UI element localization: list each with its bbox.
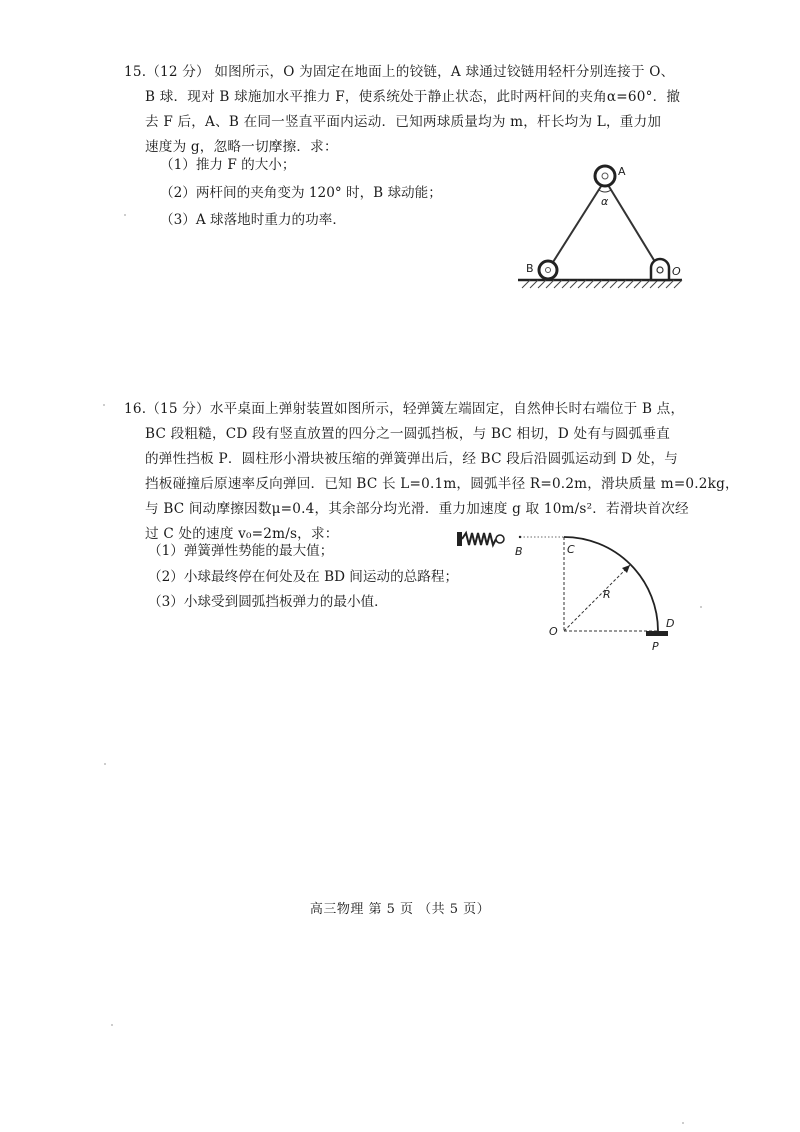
- q16-line-2: BC 段粗糙，CD 段有竖直放置的四分之一圆弧挡板，与 BC 相切，D 处有与圆弧垂直: [145, 426, 671, 442]
- label-r: R: [603, 588, 611, 601]
- plate-p: [646, 631, 668, 636]
- hinge-o-pin: [657, 267, 663, 273]
- scan-speck: [103, 404, 105, 406]
- point-b: [519, 536, 521, 538]
- q15-subquestion-2: （2）两杆间的夹角变为 120° 时，B 球动能；: [160, 185, 442, 201]
- q16-line-4: 挡板碰撞后原速率反向弹回．已知 BC 长 L=0.1m，圆弧半径 R=0.2m，滑块质量 m=0.2kg，: [145, 476, 739, 492]
- label-a: A: [618, 165, 626, 178]
- spring-end: [496, 535, 504, 543]
- q16-line-5: 与 BC 间动摩擦因数μ=0.4，其余部分均光滑．重力加速度 g 取 10m/s²．若滑块首次经: [145, 501, 689, 517]
- rod-ab: [548, 180, 605, 270]
- label-o: O: [672, 265, 681, 278]
- q15-subquestion-3: （3）A 球落地时重力的功率．: [160, 212, 346, 228]
- radius-r: [564, 565, 630, 631]
- q15-line-3: 去 F 后，A、B 在同一竖直平面内运动．已知两球质量均为 m，杆长均为 L，重力加: [145, 114, 662, 130]
- label-alpha: α: [601, 195, 609, 208]
- label-b: B: [526, 262, 534, 275]
- q16-line-1: 16.（15 分）水平桌面上弹射装置如图所示，轻弹簧左端固定，自然伸长时右端位于 B 点，: [124, 401, 685, 417]
- scan-speck: [124, 214, 126, 216]
- q15-line-1: 15.（12 分） 如图所示，O 为固定在地面上的铰链，A 球通过铰链用轻杆分别连接于 O、: [124, 64, 675, 80]
- q15-line-4: 速度为 g，忽略一切摩擦．求：: [145, 139, 338, 155]
- hinge-a: [602, 173, 608, 179]
- scan-speck: [700, 606, 702, 608]
- label-c: C: [567, 543, 575, 556]
- label-b: B: [515, 545, 523, 558]
- scan-speck: [682, 1122, 684, 1124]
- q15-subquestion-1: （1）推力 F 的大小；: [160, 157, 296, 173]
- label-p: P: [652, 640, 659, 653]
- q15-line-2: B 球．现对 B 球施加水平推力 F，使系统处于静止状态，此时两杆间的夹角α=60°．撤: [145, 89, 681, 105]
- spring: [462, 533, 496, 545]
- q16-subquestion-1: （1）弹簧弹性势能的最大值；: [148, 543, 334, 559]
- q16-line-6: 过 C 处的速度 v₀=2m/s，求：: [145, 526, 339, 542]
- angle-arc: [599, 190, 611, 192]
- q16-figure: [452, 526, 692, 656]
- rod-ao: [605, 180, 660, 270]
- q16-subquestion-2: （2）小球最终停在何处及在 BD 间运动的总路程；: [148, 569, 459, 585]
- spring-wall: [457, 532, 462, 546]
- page-footer: 高三物理 第 5 页 （共 5 页）: [309, 902, 491, 917]
- scan-speck: [104, 763, 106, 765]
- label-o: O: [549, 625, 558, 638]
- q15-figure: [512, 158, 692, 294]
- q16-line-3: 的弹性挡板 P．圆柱形小滑块被压缩的弹簧弹出后，经 BC 段后沿圆弧运动到 D 处，与: [145, 451, 679, 467]
- hinge-b: [546, 268, 551, 273]
- q16-subquestion-3: （3）小球受到圆弧挡板弹力的最小值．: [148, 594, 388, 610]
- radius-arrowhead: [622, 565, 630, 573]
- label-d: D: [666, 617, 675, 630]
- scan-speck: [111, 1024, 113, 1026]
